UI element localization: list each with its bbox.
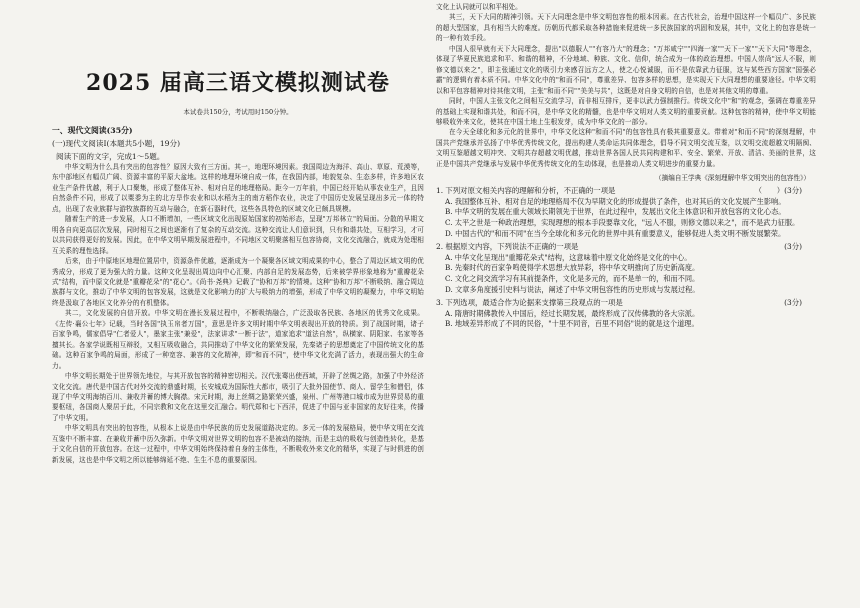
question-score: (3分) — [784, 298, 802, 308]
answer-option: B. 中华文明的发展在重大领域长期领先于世界，在此过程中，发展出文化主体意识和开放包容的文化心态。 — [445, 207, 786, 217]
left-column — [52, 0, 424, 608]
continued-line: 文化上认同就可以和平相处。 — [436, 3, 522, 11]
passage-paragraph: 中华文明长期处于世界领先地位，与其开放包容的精神密切相关。汉代张骞出使西域，开辟了丝绸之路，加强了中外经济文化交流。唐代是中国古代对外交流的鼎盛时期，长安城成为国际性大都市，吸引了大批外国使节、商人、留学生和僧侣，体现了中华文明海纳百川、兼收并蓄的博大胸襟。宋元时期，海上丝绸之路繁荣兴盛，泉州、广州等港口城市成为世界贸易的重要枢纽，各国商人聚居于此，不同宗教和文化在这里交汇融合。明代郑和七下西洋，促进了中国与亚非国家的友好往来，传播了中华文明。 — [52, 372, 424, 422]
answer-option: B. 先秦时代的百家争鸣使得学术思想大放异彩，将中华文明推向了历史新高度。 — [445, 263, 700, 273]
passage-paragraph: 中华文明为什么具有突出的包容性？原因大致有三方面。其一，地理环境因素。我国周边为海洋、高山、草原、荒漠等，东中部地区有幅员广阔、资源丰富的平原大盆地。这样的地理环境自成一体，在我国内部，地貌复杂、生态多样，许多地区农业生产条件优越，利于人口聚集，形成了整体互补、相对自足的地理格局。距今一万年前，中国已经开始从事农业生产，且因自然条件不同，形成了以粟黍为主的北方旱作农业和以水稻为主的南方稻作农业，决定了中国历史发展呈现出多元一体的特点，出现了农业族群与游牧族群的互动与融合，在新石器时代，这些各具特色的区域文化已颇具规模。 — [52, 163, 424, 213]
passage-paragraph: 中国人很早就有天下大同理念，提出"以德服人""有容乃大"的理念；"万邦咸宁""四海一家""天下一家""天下大同"等理念，体现了华夏民族追求和平、和谐的精神，不分地域、种族、文化、信仰，统合成为一体的政治理想。中国人崇尚"远人不服，则修文德以来之"，即主张通过文化的吸引力来感召远方之人，使之心悦诚服，而不是依靠武力征服，这与某些西方国家"国强必霸"的逻辑有着本质不同。中华文化中的"和而不同"，尊重差异、包容多样的思想，是实现天下大同理想的重要途径。中华文明以和平包容精神对待其他文明，主张"和而不同""美美与共"，这既是对自身文明的自信，也是对其他文明的尊重。 — [436, 44, 816, 95]
passage-paragraph: 其二，文化发展的自信开放。中华文明在漫长发展过程中，不断吸纳融合，广泛汲取各民族、各地区的优秀文化成果。《左传·襄公七年》记载，当时各国"执玉帛者万国"，意思是许多文明时期中华文明表现出开放的特质。到了战国时期，诸子百家争鸣，儒家倡导"仁者爱人"，墨家主张"兼爱"，法家讲求"一断于法"，道家追求"道法自然"，纵横家、阴阳家、名家等各擅其长。各家学说既相互辩驳，又相互吸收融合，共同推动了中华文化的繁荣发展，先秦诸子的思想奠定了中国传统文化的基础。这种百家争鸣的局面，形成了一种宽容、兼容的文化精神，即"和而不同"，使中华文化充满了活力，表现出强大的生命力。 — [52, 309, 424, 370]
passage-paragraph: 随着生产的进一步发展，人口不断增加，一些区域文化出现原始国家的初始形态，呈现"万邦林立"的局面。分散的早期文明各自向更高层次发展，同时相互之间也逐渐有了复杂的互动交流。这种交流让人们意识到，只有和谐共处，互相学习，才可以共同获得更好的发展。因此，在中华文明早期发展进程中，不同地区文明聚落相互包容协商，文化交流融合，就成为处理相互关系的理性选择。 — [52, 215, 424, 255]
answer-option: B. 地域差异形成了不同的民俗，"十里不同音，百里不同俗"说的就是这个道理。 — [445, 319, 699, 329]
answer-option: D. 文章多角度援引史料与说法，阐述了中华文明包容性的历史形成与发展过程。 — [445, 284, 700, 294]
question-score: （ ）(3分) — [754, 186, 802, 196]
question-stem: 1. 下列对原文相关内容的理解和分析，不正确的一项是 — [436, 186, 616, 196]
answer-option: A. 我国整体互补、相对自足的地理格局不仅为早期文化的形成提供了条件，也对其后的文化发展产生影响。 — [445, 196, 786, 206]
subsection-heading: (一)现代文阅读Ⅰ(本题共5小题，19分) — [52, 139, 181, 148]
passage-paragraph: 其三，天下大同的精神引领。天下大同理念是中华文明包容性的根本因素。在古代社会，治理中国这样一个幅员广、多民族的超大型国家，具有相当大的难度。历朝历代都采取各种措施来促进统一多民族国家的巩固和发展，其中，文化上的包容是统一的一种有效手段。 — [436, 13, 816, 43]
answer-option: A. 隋唐时期佛教传入中国后，经过长期发展，最终形成了汉传佛教的各大宗派。 — [445, 308, 700, 318]
question-2 — [436, 242, 816, 253]
question-score: (3分) — [784, 242, 802, 252]
right-column — [436, 0, 816, 608]
question-1 — [436, 186, 816, 197]
passage-paragraph: 在今天全球化和多元化的世界中，中华文化这种"和而不同"的包容性具有极其重要意义。带着对"和而不同"的深刻理解，中国共产党继承并弘扬了中华优秀传统文化，提出构建人类命运共同体理念，倡导不同文明交流互鉴，以文明交流超越文明隔阂、文明互鉴超越文明冲突、文明共存超越文明优越，推动世界各国人民共同构建和平、安全、繁荣、开放、清洁、美丽的世界，这正是中国共产党继承与发展中华优秀传统文化的生动体现，也是推动人类文明进步的重要力量。 — [436, 128, 816, 168]
answer-option: A. 中华文化呈现出"重瓣花朵式"结构，这意味着中原文化始终是文化的中心。 — [445, 252, 692, 262]
question-3 — [436, 298, 816, 309]
source-citation: （摘编自王学典《深刻理解中华文明突出的包容性》） — [655, 174, 810, 183]
answer-option: D. 中国古代的"和而不同"在当今全球化和多元化的世界中具有重要意义，能够促进人类文明不断发展繁荣。 — [445, 228, 786, 238]
question-stem: 2. 根据原文内容，下列说法不正确的一项是 — [436, 242, 579, 252]
reading-instruction: 阅读下面的文字，完成1～5题。 — [56, 152, 165, 161]
answer-option: C. 太平之世是一种政治理想，实现理想的根本手段要靠文化，"远人不服，则修文德以来之"，而不是武力征服。 — [445, 218, 800, 228]
section-heading: 一、现代文阅读(35分) — [52, 126, 133, 135]
question-stem: 3. 下列选项，最适合作为论据来支撑第三段观点的一项是 — [436, 298, 623, 308]
exam-title: 2025 届高三语文模拟测试卷 — [86, 70, 390, 96]
passage-paragraph: 同时，中国人主张文化之间相互交流学习，而非相互排斥，更非以武力强制推行。传统文化中"和"的观念，强调在尊重差异的基础上实现和谐共处，和而不同，是中华文化的精髓，也是中华文明对人类文明的重要贡献。这种包容的精神，使中华文明能够吸收外来文化，使其在中国土地上生根发芽，成为中华文化的一部分。 — [436, 97, 816, 126]
answer-option: C. 文化之间交流学习有其前提条件，文化是多元的，而不是单一的，和而不同。 — [445, 274, 700, 283]
passage-paragraph: 中华文明具有突出的包容性，从根本上说是由中华民族的历史发展道路决定的。多元一体的发展格局，使中华文明在交流互鉴中不断丰富、在兼收并蓄中历久弥新。中华文明对世界文明的包容不是被动的接纳，而是主动的吸收与创造性转化，是基于文化自信的开放包容。在这一过程中，中华文明始终保持着自身的主体性，不断吸收外来文化的精华，实现了与时俱进的创新发展，这也是中华文明之所以能够绵延不绝、生生不息的重要原因。 — [52, 424, 424, 464]
exam-note: 本试卷共150分，考试用时150分钟。 — [183, 108, 293, 116]
passage-paragraph: 后来，由于中原地区地理位置居中，资源条件优越，逐渐成为一个凝聚各区域文明成果的中心，整合了周边区域文明的优秀成分，形成了更为强大的力量。这种文化呈现出周边向中心汇聚、内部自足的发展态势，后来被学界形象地称为"重瓣花朵式"结构，而中原文化就是"重瓣花朵"的"花心"。《尚书·尧典》记载了"协和万邦"的情境。这种"协和万邦"不断吸纳、融合周边族群与文化，推动了中华文明的包容发展，这就是文化影响力的扩大与吸纳力的增强，形成了中华文明的凝聚力，中华文明始终是汲取了各地区文化养分的有机整体。 — [52, 257, 424, 307]
